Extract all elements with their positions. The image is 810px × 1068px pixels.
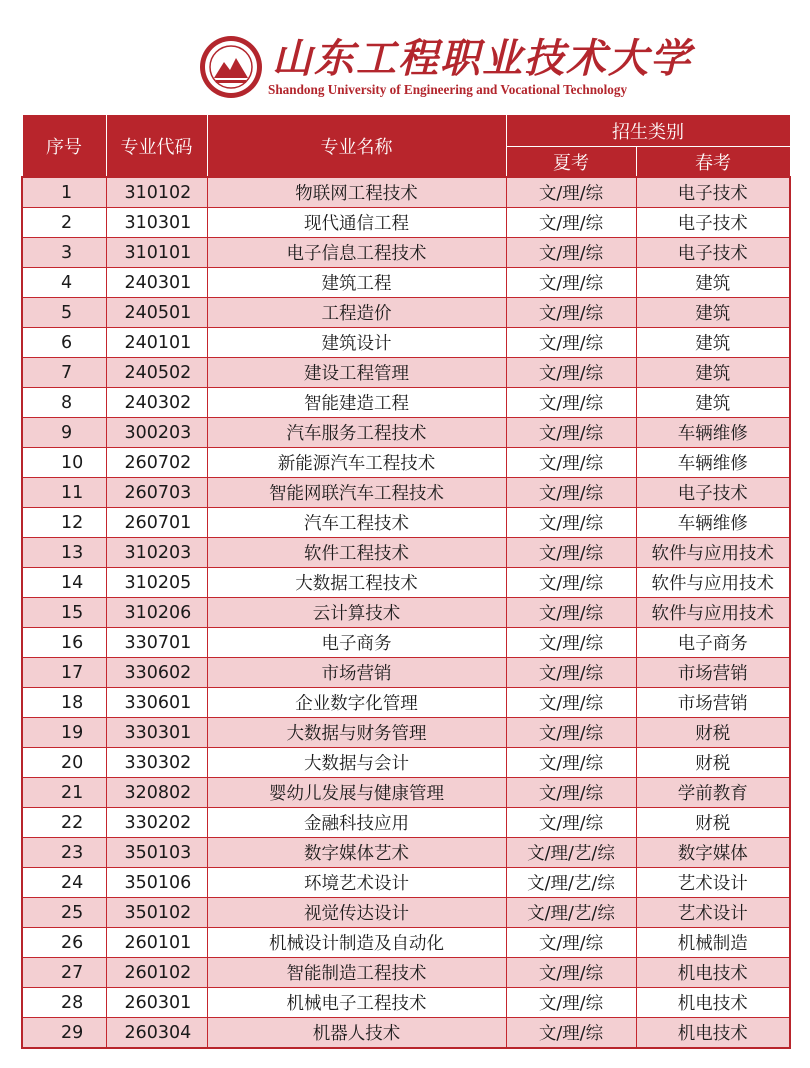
cell-code: 260701 xyxy=(106,508,207,538)
table-row xyxy=(22,748,790,778)
cell-spring: 车辆维修 xyxy=(636,508,790,538)
cell-index: 27 xyxy=(22,958,106,988)
header-category: 招生类别 xyxy=(506,115,790,147)
cell-name: 视觉传达设计 xyxy=(207,898,506,928)
cell-code: 350103 xyxy=(106,838,207,868)
cell-spring: 建筑 xyxy=(636,268,790,298)
cell-summer: 文/理/综 xyxy=(506,208,636,238)
cell-code: 240501 xyxy=(106,298,207,328)
cell-code: 330601 xyxy=(106,688,207,718)
cell-index: 25 xyxy=(22,898,106,928)
cell-name: 智能制造工程技术 xyxy=(207,958,506,988)
cell-summer: 文/理/综 xyxy=(506,478,636,508)
cell-summer: 文/理/综 xyxy=(506,748,636,778)
cell-code: 310301 xyxy=(106,208,207,238)
table-row xyxy=(22,898,790,928)
cell-code: 240301 xyxy=(106,268,207,298)
cell-code: 310203 xyxy=(106,538,207,568)
cell-name: 物联网工程技术 xyxy=(207,177,506,208)
cell-summer: 文/理/综 xyxy=(506,298,636,328)
cell-code: 330302 xyxy=(106,748,207,778)
university-seal-logo xyxy=(198,34,264,100)
cell-code: 310206 xyxy=(106,598,207,628)
table-row xyxy=(22,268,790,298)
cell-summer: 文/理/综 xyxy=(506,778,636,808)
cell-code: 240302 xyxy=(106,388,207,418)
cell-spring: 软件与应用技术 xyxy=(636,568,790,598)
cell-index: 10 xyxy=(22,448,106,478)
cell-code: 330701 xyxy=(106,628,207,658)
header-spring: 春考 xyxy=(636,147,790,178)
cell-code: 310205 xyxy=(106,568,207,598)
cell-summer: 文/理/综 xyxy=(506,358,636,388)
table-row xyxy=(22,358,790,388)
cell-code: 300203 xyxy=(106,418,207,448)
cell-name: 机械设计制造及自动化 xyxy=(207,928,506,958)
cell-name: 电子信息工程技术 xyxy=(207,238,506,268)
cell-summer: 文/理/综 xyxy=(506,508,636,538)
cell-summer: 文/理/综 xyxy=(506,718,636,748)
cell-spring: 财税 xyxy=(636,748,790,778)
cell-code: 310102 xyxy=(106,177,207,208)
table-row xyxy=(22,688,790,718)
cell-spring: 市场营销 xyxy=(636,688,790,718)
document-header xyxy=(0,0,810,112)
table-row xyxy=(22,628,790,658)
cell-summer: 文/理/综 xyxy=(506,958,636,988)
cell-spring: 电子技术 xyxy=(636,177,790,208)
cell-index: 26 xyxy=(22,928,106,958)
cell-code: 260101 xyxy=(106,928,207,958)
cell-spring: 财税 xyxy=(636,808,790,838)
majors-table xyxy=(21,114,791,1049)
table-row xyxy=(22,1018,790,1049)
cell-spring: 电子技术 xyxy=(636,478,790,508)
cell-summer: 文/理/综 xyxy=(506,928,636,958)
cell-spring: 软件与应用技术 xyxy=(636,598,790,628)
cell-index: 8 xyxy=(22,388,106,418)
cell-summer: 文/理/艺/综 xyxy=(506,898,636,928)
cell-spring: 车辆维修 xyxy=(636,418,790,448)
cell-index: 18 xyxy=(22,688,106,718)
table-row xyxy=(22,988,790,1018)
cell-summer: 文/理/综 xyxy=(506,538,636,568)
cell-index: 3 xyxy=(22,238,106,268)
cell-code: 330602 xyxy=(106,658,207,688)
cell-name: 智能建造工程 xyxy=(207,388,506,418)
cell-index: 22 xyxy=(22,808,106,838)
cell-code: 240502 xyxy=(106,358,207,388)
table-row xyxy=(22,238,790,268)
cell-index: 7 xyxy=(22,358,106,388)
table-row xyxy=(22,958,790,988)
university-name-cn: 山东工程职业技术大学 xyxy=(272,35,692,82)
cell-spring: 电子技术 xyxy=(636,208,790,238)
table-row xyxy=(22,928,790,958)
cell-index: 6 xyxy=(22,328,106,358)
table-row xyxy=(22,478,790,508)
cell-name: 企业数字化管理 xyxy=(207,688,506,718)
table-row xyxy=(22,388,790,418)
cell-index: 5 xyxy=(22,298,106,328)
cell-spring: 建筑 xyxy=(636,358,790,388)
table-row xyxy=(22,808,790,838)
cell-name: 婴幼儿发展与健康管理 xyxy=(207,778,506,808)
cell-code: 260102 xyxy=(106,958,207,988)
cell-index: 24 xyxy=(22,868,106,898)
header-index: 序号 xyxy=(22,115,106,178)
table-header xyxy=(22,115,790,178)
cell-name: 现代通信工程 xyxy=(207,208,506,238)
cell-name: 大数据与会计 xyxy=(207,748,506,778)
table-row xyxy=(22,418,790,448)
cell-spring: 财税 xyxy=(636,718,790,748)
cell-summer: 文/理/综 xyxy=(506,1018,636,1049)
header-name: 专业名称 xyxy=(207,115,506,178)
cell-index: 21 xyxy=(22,778,106,808)
cell-name: 工程造价 xyxy=(207,298,506,328)
cell-spring: 机械制造 xyxy=(636,928,790,958)
cell-summer: 文/理/综 xyxy=(506,238,636,268)
cell-code: 350102 xyxy=(106,898,207,928)
cell-summer: 文/理/综 xyxy=(506,328,636,358)
cell-name: 汽车工程技术 xyxy=(207,508,506,538)
cell-code: 310101 xyxy=(106,238,207,268)
cell-summer: 文/理/综 xyxy=(506,808,636,838)
table-row xyxy=(22,778,790,808)
cell-name: 大数据工程技术 xyxy=(207,568,506,598)
cell-spring: 学前教育 xyxy=(636,778,790,808)
cell-name: 建筑设计 xyxy=(207,328,506,358)
cell-summer: 文/理/综 xyxy=(506,568,636,598)
table-body xyxy=(22,177,790,1048)
table-row xyxy=(22,448,790,478)
cell-index: 29 xyxy=(22,1018,106,1049)
cell-code: 260301 xyxy=(106,988,207,1018)
cell-spring: 机电技术 xyxy=(636,988,790,1018)
cell-spring: 机电技术 xyxy=(636,1018,790,1049)
table-row xyxy=(22,298,790,328)
cell-spring: 建筑 xyxy=(636,298,790,328)
cell-name: 金融科技应用 xyxy=(207,808,506,838)
cell-index: 23 xyxy=(22,838,106,868)
cell-index: 1 xyxy=(22,177,106,208)
cell-name: 市场营销 xyxy=(207,658,506,688)
cell-index: 28 xyxy=(22,988,106,1018)
cell-name: 电子商务 xyxy=(207,628,506,658)
cell-name: 汽车服务工程技术 xyxy=(207,418,506,448)
cell-summer: 文/理/综 xyxy=(506,628,636,658)
cell-summer: 文/理/综 xyxy=(506,418,636,448)
table-row xyxy=(22,838,790,868)
cell-name: 机械电子工程技术 xyxy=(207,988,506,1018)
cell-name: 云计算技术 xyxy=(207,598,506,628)
cell-summer: 文/理/综 xyxy=(506,448,636,478)
cell-index: 15 xyxy=(22,598,106,628)
cell-spring: 电子技术 xyxy=(636,238,790,268)
cell-summer: 文/理/艺/综 xyxy=(506,868,636,898)
cell-spring: 机电技术 xyxy=(636,958,790,988)
cell-summer: 文/理/综 xyxy=(506,268,636,298)
cell-name: 软件工程技术 xyxy=(207,538,506,568)
cell-code: 260702 xyxy=(106,448,207,478)
cell-spring: 市场营销 xyxy=(636,658,790,688)
cell-summer: 文/理/综 xyxy=(506,177,636,208)
cell-name: 建筑工程 xyxy=(207,268,506,298)
table-row xyxy=(22,658,790,688)
cell-name: 智能网联汽车工程技术 xyxy=(207,478,506,508)
header-summer: 夏考 xyxy=(506,147,636,178)
table-row xyxy=(22,718,790,748)
cell-index: 12 xyxy=(22,508,106,538)
cell-index: 2 xyxy=(22,208,106,238)
table-row xyxy=(22,538,790,568)
cell-name: 新能源汽车工程技术 xyxy=(207,448,506,478)
table-row xyxy=(22,598,790,628)
cell-name: 机器人技术 xyxy=(207,1018,506,1049)
cell-code: 320802 xyxy=(106,778,207,808)
cell-spring: 电子商务 xyxy=(636,628,790,658)
cell-name: 环境艺术设计 xyxy=(207,868,506,898)
cell-spring: 数字媒体 xyxy=(636,838,790,868)
table-row xyxy=(22,208,790,238)
cell-summer: 文/理/综 xyxy=(506,688,636,718)
cell-summer: 文/理/综 xyxy=(506,598,636,628)
cell-spring: 艺术设计 xyxy=(636,898,790,928)
cell-summer: 文/理/综 xyxy=(506,658,636,688)
cell-code: 240101 xyxy=(106,328,207,358)
cell-summer: 文/理/综 xyxy=(506,388,636,418)
cell-spring: 艺术设计 xyxy=(636,868,790,898)
cell-spring: 软件与应用技术 xyxy=(636,538,790,568)
cell-index: 11 xyxy=(22,478,106,508)
cell-code: 260703 xyxy=(106,478,207,508)
cell-index: 19 xyxy=(22,718,106,748)
cell-summer: 文/理/综 xyxy=(506,988,636,1018)
university-name-en: Shandong University of Engineering and Vocational Technology xyxy=(268,82,628,97)
cell-index: 16 xyxy=(22,628,106,658)
cell-name: 数字媒体艺术 xyxy=(207,838,506,868)
cell-index: 13 xyxy=(22,538,106,568)
cell-code: 260304 xyxy=(106,1018,207,1049)
table-row xyxy=(22,508,790,538)
cell-index: 9 xyxy=(22,418,106,448)
cell-spring: 车辆维修 xyxy=(636,448,790,478)
table-row xyxy=(22,568,790,598)
cell-spring: 建筑 xyxy=(636,328,790,358)
cell-index: 14 xyxy=(22,568,106,598)
cell-index: 17 xyxy=(22,658,106,688)
cell-spring: 建筑 xyxy=(636,388,790,418)
table-row xyxy=(22,177,790,208)
cell-name: 建设工程管理 xyxy=(207,358,506,388)
table-row xyxy=(22,868,790,898)
header-code: 专业代码 xyxy=(106,115,207,178)
majors-table-container xyxy=(21,114,789,1049)
cell-index: 4 xyxy=(22,268,106,298)
cell-index: 20 xyxy=(22,748,106,778)
cell-code: 330301 xyxy=(106,718,207,748)
cell-code: 350106 xyxy=(106,868,207,898)
cell-name: 大数据与财务管理 xyxy=(207,718,506,748)
cell-code: 330202 xyxy=(106,808,207,838)
cell-summer: 文/理/艺/综 xyxy=(506,838,636,868)
table-row xyxy=(22,328,790,358)
